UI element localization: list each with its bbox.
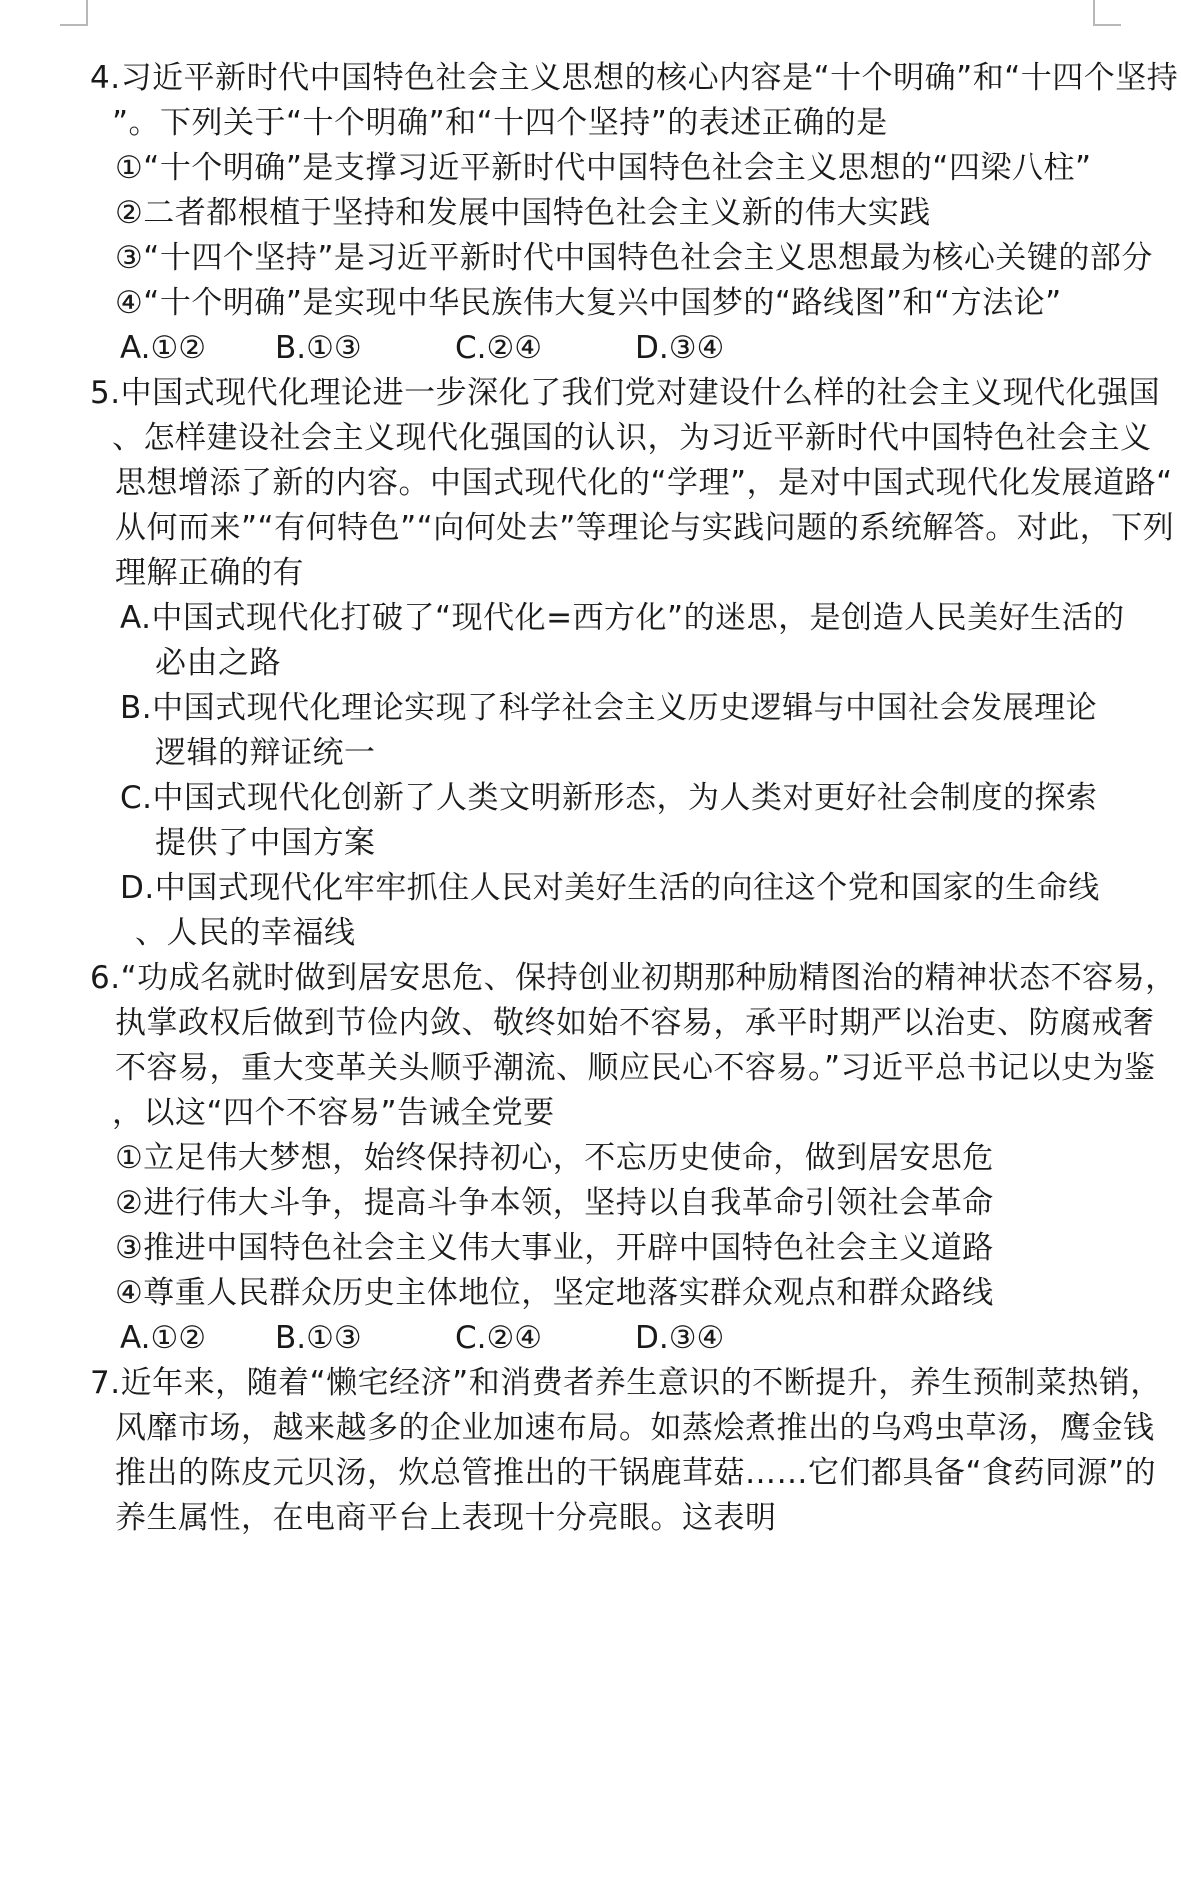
q5-choice-c-cont: 提供了中国方案 xyxy=(155,825,376,861)
q6-option-1: ①立足伟大梦想，始终保持初心，不忘历史使命，做到居安思危 xyxy=(115,1140,994,1176)
q5-choice-c: C.中国式现代化创新了人类文明新形态，为人类对更好社会制度的探索 xyxy=(120,780,1098,816)
q7-stem-line-4: 养生属性，在电商平台上表现十分亮眼。这表明 xyxy=(115,1500,777,1536)
q4-stem-line-2: ”。下列关于“十个明确”和“十四个坚持”的表述正确的是 xyxy=(112,105,888,141)
q6-stem-line-3: 不容易，重大变革关头顺乎潮流、顺应民心不容易。”习近平总书记以史为鉴 xyxy=(115,1050,1156,1086)
q4-option-3: ③“十四个坚持”是习近平新时代中国特色社会主义思想最为核心关键的部分 xyxy=(115,240,1153,276)
q7-stem-line-1: 7.近年来，随着“懒宅经济”和消费者养生意识的不断提升，养生预制菜热销， xyxy=(90,1365,1162,1401)
q5-stem-line-3: 思想增添了新的内容。中国式现代化的“学理”，是对中国式现代化发展道路“ xyxy=(115,465,1173,501)
q6-choice-a: A.①② xyxy=(120,1320,207,1356)
q7-stem-line-2: 风靡市场，越来越多的企业加速布局。如蒸烩煮推出的乌鸡虫草汤，鹰金钱 xyxy=(115,1410,1155,1446)
q4-choice-b: B.①③ xyxy=(275,330,362,366)
q5-stem-line-1: 5.中国式现代化理论进一步深化了我们党对建设什么样的社会主义现代化强国 xyxy=(90,375,1161,411)
q5-choice-b-cont: 逻辑的辩证统一 xyxy=(155,735,376,771)
q5-choice-b: B.中国式现代化理论实现了科学社会主义历史逻辑与中国社会发展理论 xyxy=(120,690,1098,726)
q4-option-1: ①“十个明确”是支撑习近平新时代中国特色社会主义思想的“四梁八柱” xyxy=(115,150,1092,186)
q4-stem-line-1: 4.习近平新时代中国特色社会主义思想的核心内容是“十个明确”和“十四个坚持 xyxy=(90,60,1179,96)
q6-option-2: ②进行伟大斗争，提高斗争本领，坚持以自我革命引领社会革命 xyxy=(115,1185,994,1221)
q5-choice-d-cont: 、人民的幸福线 xyxy=(135,915,356,951)
q4-choice-d: D.③④ xyxy=(635,330,725,366)
q4-option-2: ②二者都根植于坚持和发展中国特色社会主义新的伟大实践 xyxy=(115,195,931,231)
q4-option-4: ④“十个明确”是实现中华民族伟大复兴中国梦的“路线图”和“方法论” xyxy=(115,285,1062,321)
q6-stem-line-1: 6.“功成名就时做到居安思危、保持创业初期那种励精图治的精神状态不容易， xyxy=(90,960,1177,996)
q5-stem-line-4: 从何而来”“有何特色”“向何处去”等理论与实践问题的系统解答。对此，下列 xyxy=(115,510,1175,546)
q6-choice-c: C.②④ xyxy=(455,1320,543,1356)
q6-choice-d: D.③④ xyxy=(635,1320,725,1356)
q6-option-3: ③推进中国特色社会主义伟大事业，开辟中国特色社会主义道路 xyxy=(115,1230,994,1266)
q5-stem-line-2: 、怎样建设社会主义现代化强国的认识，为习近平新时代中国特色社会主义 xyxy=(112,420,1152,456)
q4-choice-a: A.①② xyxy=(120,330,207,366)
q6-stem-line-4: ，以这“四个不容易”告诫全党要 xyxy=(112,1095,555,1131)
crop-mark-left xyxy=(60,0,88,26)
q6-option-4: ④尊重人民群众历史主体地位，坚定地落实群众观点和群众路线 xyxy=(115,1275,994,1311)
q7-stem-line-3: 推出的陈皮元贝汤，炊总管推出的干锅鹿茸菇……它们都具备“食药同源”的 xyxy=(115,1455,1157,1491)
q4-choice-c: C.②④ xyxy=(455,330,543,366)
q5-choice-a: A.中国式现代化打破了“现代化=西方化”的迷思，是创造人民美好生活的 xyxy=(120,600,1125,636)
q5-choice-d: D.中国式现代化牢牢抓住人民对美好生活的向往这个党和国家的生命线 xyxy=(120,870,1100,906)
q6-choice-b: B.①③ xyxy=(275,1320,362,1356)
q5-choice-a-cont: 必由之路 xyxy=(155,645,281,681)
q6-stem-line-2: 执掌政权后做到节俭内敛、敬终如始不容易，承平时期严以治吏、防腐戒奢 xyxy=(115,1005,1155,1041)
q5-stem-line-5: 理解正确的有 xyxy=(115,555,304,591)
crop-mark-right xyxy=(1093,0,1121,26)
